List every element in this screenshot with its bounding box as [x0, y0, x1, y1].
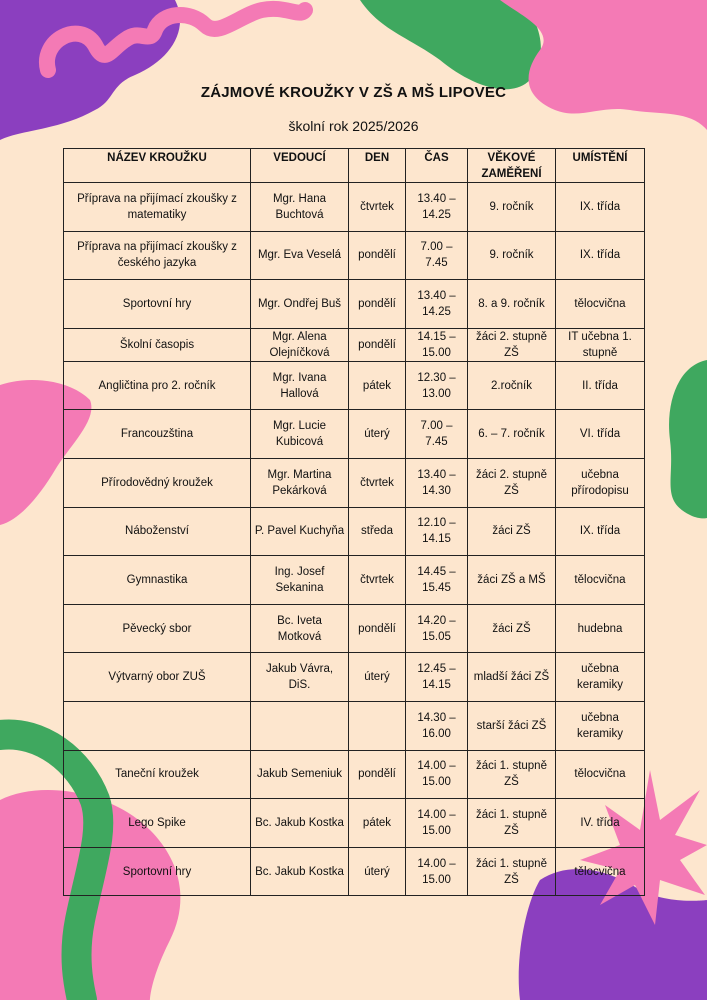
club-day: úterý: [349, 653, 406, 702]
column-header-age: VĚKOVÉ ZAMĚŘENÍ: [468, 149, 556, 183]
club-age: žáci 1. stupně ZŠ: [468, 750, 556, 799]
green-blob-top-right: [360, 0, 541, 89]
table-row: [64, 361, 645, 410]
table-row: [64, 280, 645, 329]
club-name: Náboženství: [64, 507, 251, 556]
club-place: učebna keramiky: [556, 701, 645, 750]
club-age: žáci 2. stupně ZŠ: [468, 458, 556, 507]
club-day: pondělí: [349, 231, 406, 280]
column-header-day: DEN: [349, 149, 406, 183]
club-name: Gymnastika: [64, 556, 251, 605]
club-place: IX. třída: [556, 507, 645, 556]
table-row: [64, 701, 645, 750]
club-age: 8. a 9. ročník: [468, 280, 556, 329]
club-leader: Mgr. Alena Olejníčková: [251, 328, 349, 361]
club-place: učebna přírodopisu: [556, 458, 645, 507]
club-place: tělocvična: [556, 847, 645, 896]
club-place: učebna keramiky: [556, 653, 645, 702]
club-day: pátek: [349, 799, 406, 848]
club-place: hudebna: [556, 604, 645, 653]
table-row: [64, 410, 645, 459]
club-day: [349, 701, 406, 750]
club-name: Francouzština: [64, 410, 251, 459]
table-row: [64, 507, 645, 556]
club-time: 14.00 – 15.00: [406, 750, 468, 799]
club-name: Lego Spike: [64, 799, 251, 848]
club-leader: Mgr. Martina Pekárková: [251, 458, 349, 507]
club-day: úterý: [349, 410, 406, 459]
club-age: žáci 2. stupně ZŠ: [468, 328, 556, 361]
table-row: [64, 231, 645, 280]
club-place: IV. třída: [556, 799, 645, 848]
table-row: [64, 750, 645, 799]
green-blob-right: [669, 360, 707, 518]
club-leader: Mgr. Hana Buchtová: [251, 183, 349, 232]
club-leader: Bc. Jakub Kostka: [251, 799, 349, 848]
club-age: 9. ročník: [468, 231, 556, 280]
column-header-place: UMÍSTĚNÍ: [556, 149, 645, 183]
club-day: pondělí: [349, 604, 406, 653]
table-row: [64, 458, 645, 507]
club-age: starší žáci ZŠ: [468, 701, 556, 750]
club-place: II. třída: [556, 361, 645, 410]
club-place: IX. třída: [556, 183, 645, 232]
club-day: úterý: [349, 847, 406, 896]
club-time: 14.45 – 15.45: [406, 556, 468, 605]
club-time: 14.20 – 15.05: [406, 604, 468, 653]
table-row: [64, 653, 645, 702]
table-header-row: [64, 149, 645, 183]
club-leader: Mgr. Ivana Hallová: [251, 361, 349, 410]
club-leader: Jakub Semeniuk: [251, 750, 349, 799]
club-leader: Bc. Jakub Kostka: [251, 847, 349, 896]
club-time: 7.00 – 7.45: [406, 410, 468, 459]
club-name: [64, 701, 251, 750]
club-age: žáci 1. stupně ZŠ: [468, 799, 556, 848]
club-name: Sportovní hry: [64, 847, 251, 896]
club-name: Pěvecký sbor: [64, 604, 251, 653]
page-title: ZÁJMOVÉ KROUŽKY V ZŠ A MŠ LIPOVEC: [200, 84, 507, 101]
club-age: žáci ZŠ: [468, 507, 556, 556]
club-day: pondělí: [349, 328, 406, 361]
club-leader: Bc. Iveta Motková: [251, 604, 349, 653]
club-time: 14.00 – 15.00: [406, 799, 468, 848]
club-name: Taneční kroužek: [64, 750, 251, 799]
club-day: pátek: [349, 361, 406, 410]
club-leader: P. Pavel Kuchyňa: [251, 507, 349, 556]
column-header-name: NÁZEV KROUŽKU: [64, 149, 251, 183]
club-age: žáci ZŠ a MŠ: [468, 556, 556, 605]
club-time: 13.40 – 14.25: [406, 183, 468, 232]
club-name: Příprava na přijímací zkoušky z českého jazyka: [64, 231, 251, 280]
club-place: tělocvična: [556, 750, 645, 799]
club-time: 12.30 – 13.00: [406, 361, 468, 410]
club-age: 2.ročník: [468, 361, 556, 410]
club-day: čtvrtek: [349, 556, 406, 605]
club-place: IT učebna 1. stupně: [556, 328, 645, 361]
club-leader: Jakub Vávra, DiS.: [251, 653, 349, 702]
club-name: Přírodovědný kroužek: [64, 458, 251, 507]
club-place: VI. třída: [556, 410, 645, 459]
club-time: 12.10 – 14.15: [406, 507, 468, 556]
club-day: čtvrtek: [349, 183, 406, 232]
club-age: 6. – 7. ročník: [468, 410, 556, 459]
club-place: tělocvična: [556, 556, 645, 605]
table-row: [64, 183, 645, 232]
club-age: žáci ZŠ: [468, 604, 556, 653]
club-leader: Mgr. Lucie Kubicová: [251, 410, 349, 459]
club-leader: Mgr. Ondřej Buš: [251, 280, 349, 329]
table-row: [64, 847, 645, 896]
club-day: pondělí: [349, 750, 406, 799]
column-header-time: ČAS: [406, 149, 468, 183]
school-year: školní rok 2025/2026: [288, 118, 419, 134]
club-age: mladší žáci ZŠ: [468, 653, 556, 702]
club-day: čtvrtek: [349, 458, 406, 507]
club-time: 7.00 – 7.45: [406, 231, 468, 280]
table-row: [64, 604, 645, 653]
club-age: žáci 1. stupně ZŠ: [468, 847, 556, 896]
club-name: Výtvarný obor ZUŠ: [64, 653, 251, 702]
club-time: 14.30 – 16.00: [406, 701, 468, 750]
table-row: [64, 328, 645, 361]
club-place: tělocvična: [556, 280, 645, 329]
club-time: 14.15 – 15.00: [406, 328, 468, 361]
club-name: Angličtina pro 2. ročník: [64, 361, 251, 410]
club-day: středa: [349, 507, 406, 556]
table-row: [64, 556, 645, 605]
club-day: pondělí: [349, 280, 406, 329]
club-leader: Mgr. Eva Veselá: [251, 231, 349, 280]
club-time: 13.40 – 14.30: [406, 458, 468, 507]
club-name: Školní časopis: [64, 328, 251, 361]
clubs-table: [63, 148, 645, 896]
club-place: IX. třída: [556, 231, 645, 280]
club-time: 12.45 – 14.15: [406, 653, 468, 702]
club-leader: Ing. Josef Sekanina: [251, 556, 349, 605]
club-time: 13.40 – 14.25: [406, 280, 468, 329]
club-leader: [251, 701, 349, 750]
club-name: Příprava na přijímací zkoušky z matematiky: [64, 183, 251, 232]
club-time: 14.00 – 15.00: [406, 847, 468, 896]
club-age: 9. ročník: [468, 183, 556, 232]
column-header-leader: VEDOUCÍ: [251, 149, 349, 183]
table-row: [64, 799, 645, 848]
club-name: Sportovní hry: [64, 280, 251, 329]
